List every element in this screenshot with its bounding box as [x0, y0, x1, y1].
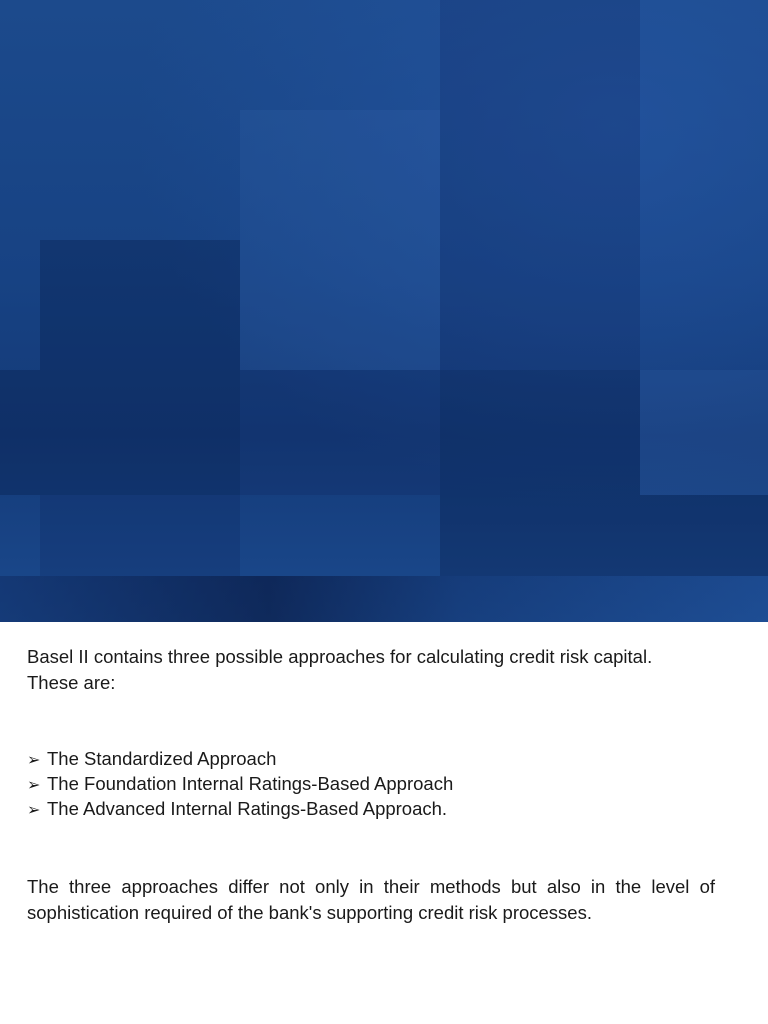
list-item — [27, 771, 715, 796]
arrowhead-bullet-icon: ➢ — [27, 750, 41, 769]
list-item-label: The Foundation Internal Ratings-Based Approach — [47, 773, 454, 794]
list-item-label: The Advanced Internal Ratings-Based Approach. — [47, 798, 448, 819]
banner-bottom-shade — [0, 576, 768, 622]
arrowhead-bullet-icon: ➢ — [27, 775, 41, 794]
body-text — [27, 644, 715, 923]
intro-paragraph — [27, 644, 715, 696]
intro-line-2: These are: — [27, 672, 116, 693]
list-item — [27, 746, 715, 771]
list-item-label: The Standardized Approach — [47, 748, 277, 769]
arrowhead-bullet-icon: ➢ — [27, 800, 41, 819]
list-item — [27, 796, 715, 821]
intro-line-1: Basel II contains three possible approaches for calculating credit risk capital. — [27, 646, 653, 667]
approaches-list — [27, 746, 715, 821]
closing-paragraph: The three approaches differ not only in their methods but also in the level of sophistication required of the bank's supporting credit risk processes. — [27, 876, 715, 923]
